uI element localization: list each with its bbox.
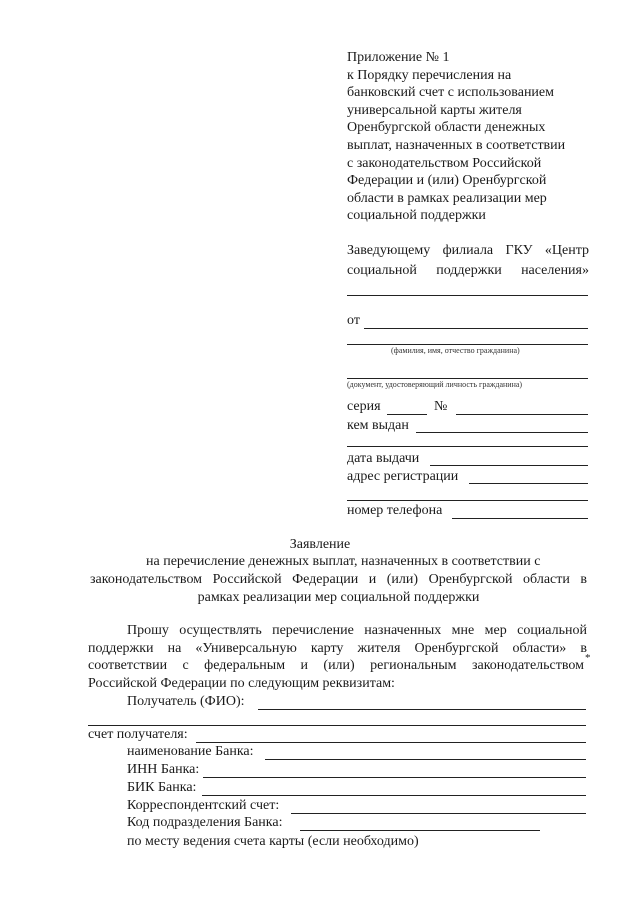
phone-label: номер телефона (347, 503, 443, 518)
statement-subtitle-line: на перечисление денежных выплат, назначенных в соответствии с (146, 554, 541, 569)
branch-code-label: Код подразделения Банка: (127, 815, 283, 830)
statement-subtitle-line: рамках реализации мер социальной поддержки (197, 590, 480, 605)
name-field-line (347, 344, 588, 345)
bank-inn-label: ИНН Банка: (127, 762, 200, 777)
statement-title: Заявление (289, 537, 351, 552)
doc-field-line (347, 378, 588, 379)
number-field-line (456, 414, 588, 415)
annex-title: Приложение № 1 (347, 50, 450, 65)
bank-bik-field-line (202, 795, 586, 796)
footnote-asterisk: * (585, 652, 591, 664)
phone-field-line (452, 518, 588, 519)
recipient-field-line (258, 709, 586, 710)
from-field-line (364, 328, 588, 329)
corr-account-label: Корреспондентский счет: (127, 798, 280, 813)
issued-by-label: кем выдан (347, 418, 409, 433)
issued-by-field-line (416, 432, 588, 433)
issue-date-label: дата выдачи (347, 451, 420, 466)
annex-line: области в рамках реализации мер (347, 190, 547, 206)
series-label: серия (347, 399, 381, 414)
corr-account-field-line (291, 813, 586, 814)
bank-inn-field-line (203, 777, 586, 778)
reg-address-field-line (469, 483, 588, 484)
from-label: от (347, 313, 360, 328)
bank-bik-label: БИК Банка: (127, 780, 197, 795)
annex-line: Федерации и (или) Оренбургской (347, 173, 547, 189)
statement-body-line: соответствии с федеральным и (или) региональным законодательством (88, 658, 584, 673)
annex-line: универсальной карты жителя (347, 102, 522, 118)
issue-date-field-line (430, 465, 588, 466)
card-account-note: по месту ведения счета карты (если необходимо) (127, 834, 419, 849)
name-caption: (фамилия, имя, отчество гражданина) (391, 346, 520, 355)
reg-address-extra-line (347, 500, 588, 501)
statement-subtitle-line: законодательством Российской Федерации и (или) Оренбургской области в (90, 572, 587, 587)
annex-line: выплат, назначенных в соответствии (347, 137, 566, 153)
bank-name-label: наименование Банка: (127, 744, 254, 759)
doc-caption: (документ, удостоверяющий личность гражданина) (347, 380, 523, 389)
statement-body-line: Российской Федерации по следующим реквизитам: (88, 676, 395, 691)
addressee-blank-line (347, 295, 588, 296)
annex-line: с законодательством Российской (347, 155, 542, 171)
statement-body-line: поддержки на «Универсальную карту жителя Оренбургской области» в (88, 641, 587, 656)
bank-name-field-line (265, 759, 586, 760)
number-label: № (434, 399, 448, 414)
reg-address-label: адрес регистрации (347, 469, 459, 484)
account-label: счет получателя: (88, 727, 188, 742)
branch-code-field-line (300, 830, 540, 831)
statement-body-line: Прошу осуществлять перечисление назначенных мне мер социальной (127, 623, 587, 638)
recipient-label: Получатель (ФИО): (127, 694, 245, 709)
addressee-line-2: социальной поддержки населения» (347, 263, 589, 278)
issued-by-extra-line (347, 446, 588, 447)
series-field-line (387, 414, 427, 415)
addressee-line-1: Заведующему филиала ГКУ «Центр (347, 243, 589, 258)
annex-header (347, 49, 597, 225)
annex-line: Оренбургской области денежных (347, 120, 546, 136)
annex-line: социальной поддержки (347, 208, 486, 224)
annex-line: к Порядку перечисления на (347, 67, 512, 83)
annex-line: банковский счет с использованием (347, 85, 554, 101)
recipient-extra-line (88, 725, 586, 726)
account-field-line (196, 742, 586, 743)
